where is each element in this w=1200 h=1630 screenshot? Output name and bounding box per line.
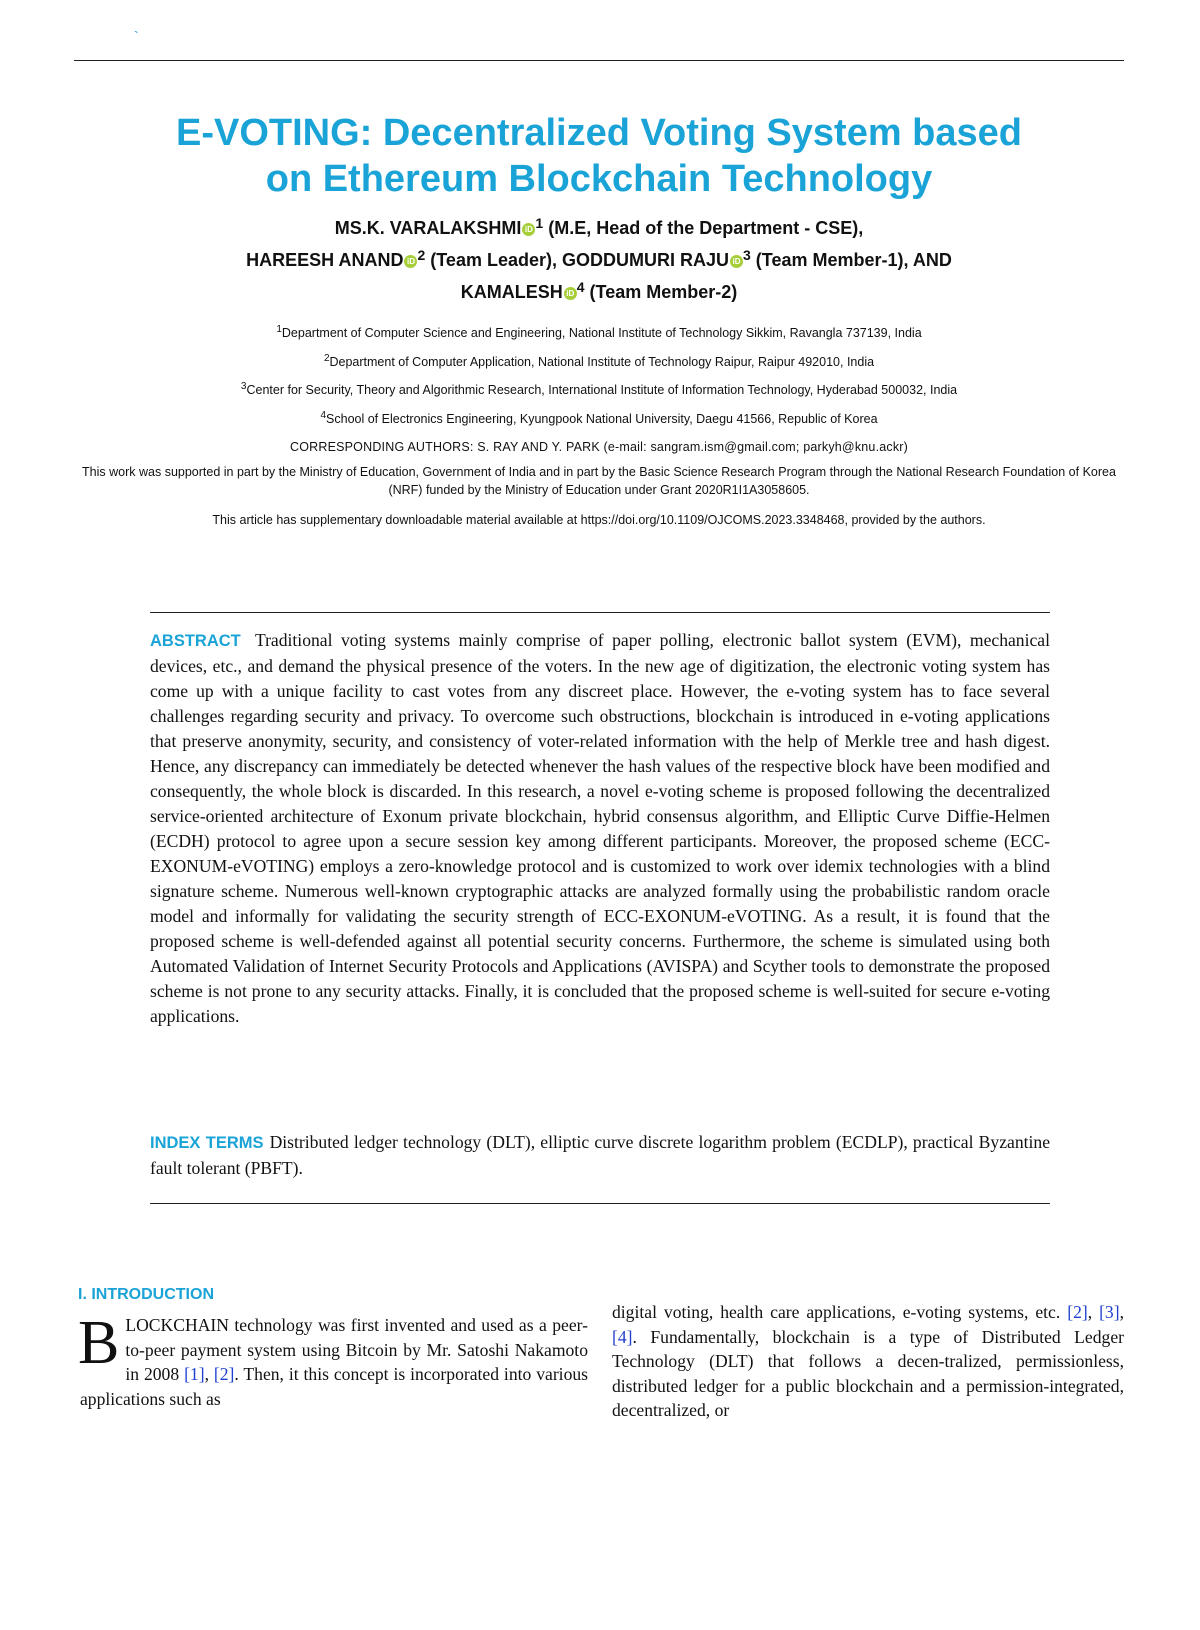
index-terms: [150, 1130, 1050, 1181]
affiliation-text: Center for Security, Theory and Algorithmic Research, International Institute of Information Technology, Hyderabad 500032, India: [246, 383, 958, 397]
index-terms-text: Distributed ledger technology (DLT), elliptic curve discrete logarithm problem (ECDLP), practical Byzantine fault tolerant (PBFT).: [150, 1132, 1050, 1178]
author-role: (Team Member-2): [584, 282, 738, 302]
intro-text: . Then, it this concept is incorporated into various applications such as: [80, 1364, 589, 1409]
title-line-1: E-VOTING: Decentralized Voting System based: [175, 112, 1023, 154]
section-heading-introduction: I. INTRODUCTION: [78, 1286, 214, 1303]
affiliation-sup: 4: [320, 409, 327, 421]
affiliation-2: [74, 352, 1124, 381]
author-line-1: [74, 212, 1124, 244]
affiliation-3: [74, 380, 1124, 409]
title-line-2: on Ethereum Blockchain Technology: [265, 158, 933, 200]
citation-link[interactable]: [4]: [612, 1326, 633, 1347]
author-role: (Team Leader), GODDUMURI RAJU: [425, 250, 729, 270]
author-affil-sup: 2: [417, 247, 426, 263]
paper-title: [74, 110, 1124, 202]
intro-text: LOCKCHAIN technology was first invented and used as a peer-to-peer payment system using Bitcoin by Mr. Satoshi Nakamoto in 2008: [125, 1315, 588, 1385]
citation-link[interactable]: [3]: [1099, 1302, 1120, 1322]
intro-left-column: [78, 1309, 589, 1411]
abstract-text: Traditional voting systems mainly comprise of paper polling, electronic ballot system (EVM), mechanical devices, etc., and demand the physical presence of the voters. In the new age of digitization, the electronic voting system has come up with a unique facility to cast votes from any discreet place. However, the e-voting system has to face several challenges regarding security and privacy. To overcome such obstructions, blockchain is introduced in e-voting applications that preserve anonymity, security, and consistency of voter-related information with the help of Merkle tree and hash digest. Hence, any discrepancy can immediately be detected whenever the hash values of the respective block have been modified and consequently, the whole block is discarded. In this research, a novel e-voting scheme is proposed following the decentralized service-oriented architecture of Exonum private blockchain, hybrid consensus algorithm, and Elliptic Curve Diffie-Helmen (ECDH) protocol to agree upon a secure session key among different participants. Moreover, the proposed scheme (ECC-EXONUM-eVOTING) employs a zero-knowledge protocol and is customized to work over idemix technologies with a blind signature scheme. Numerous well-known cryptographic attacks are analyzed formally using the probabilistic random oracle model and informally for validating the security strength of ECC-EXONUM-eVOTING. As a result, it is found that the proposed scheme is well-defended against all potential security concerns. Furthermore, the scheme is simulated using both Automated Validation of Internet Security Protocols and Applications (AVISPA) and Scyther tools to demonstrate the proposed scheme is not prone to any security attacks. Finally, it is concluded that the proposed scheme is well-suited for secure e-voting applications.: [150, 630, 1050, 1026]
index-terms-label: INDEX TERMS: [150, 1134, 264, 1152]
orcid-icon[interactable]: iD: [404, 255, 417, 268]
citation-link[interactable]: [2]: [213, 1364, 235, 1385]
author-line-3: [74, 276, 1124, 308]
author-affil-sup: 3: [743, 247, 751, 263]
author-affil-sup: 1: [535, 215, 544, 231]
header-rule: [74, 60, 1124, 61]
header-mark: `: [134, 28, 139, 44]
author-affil-sup: 4: [576, 279, 585, 295]
citation-link[interactable]: [1]: [184, 1364, 205, 1385]
intro-right-column: [612, 1300, 1124, 1423]
orcid-icon[interactable]: iD: [564, 287, 577, 300]
orcid-icon[interactable]: iD: [522, 223, 535, 236]
author-line-2: [74, 244, 1124, 276]
citation-sep: ,: [204, 1364, 214, 1385]
author-name: MS.K. VARALAKSHMI: [334, 218, 522, 238]
intro-text: digital voting, health care applications, e-voting systems, etc.: [612, 1302, 1068, 1322]
orcid-icon[interactable]: iD: [730, 255, 743, 268]
author-role: (M.E, Head of the Department - CSE),: [543, 218, 864, 238]
author-role: (Team Member-1), AND: [750, 250, 952, 270]
abstract-rule-top: [150, 612, 1050, 613]
intro-text: . Fundamentally, blockchain is a type of Distributed Ledger Technology (DLT) that follows a decen-tralized, permissionless, distributed ledger for a public blockchain and a permission-integrated, decentralized, or: [612, 1326, 1124, 1421]
affiliation-4: [74, 409, 1124, 438]
affiliation-sup: 3: [240, 381, 247, 392]
author-list: [74, 212, 1124, 308]
corresponding-authors: CORRESPONDING AUTHORS: S. RAY AND Y. PARK (e-mail: sangram.ism@gmail.com; parkyh@knu.ackr): [289, 440, 909, 454]
supplementary-note: This article has supplementary downloadable material available at https://doi.org/10.1109/OJCOMS.2023.3348468, provided by the authors.: [212, 513, 986, 527]
citation-link[interactable]: [2]: [1067, 1302, 1088, 1322]
affiliation-sup: 2: [323, 352, 330, 364]
affiliation-text: Department of Computer Science and Engineering, National Institute of Technology Sikkim, Ravangla 737139, India: [281, 326, 922, 340]
affiliation-sup: 1: [276, 324, 282, 335]
affiliation-text: Department of Computer Application, National Institute of Technology Raipur, Raipur 492010, India: [329, 354, 875, 369]
funding-note: This work was supported in part by the Ministry of Education, Government of India and in part by the Basic Science Research Program through the National Research Foundation of Korea (NRF) funded by the Ministry of Education under Grant 2020R1I1A3058605.: [82, 465, 1116, 497]
affiliation-text: School of Electronics Engineering, Kyungpook National University, Daegu 41566, Republic of Korea: [326, 411, 878, 426]
citation-sep: ,: [1119, 1302, 1124, 1322]
author-name: KAMALESH: [460, 282, 563, 302]
abstract-rule-bottom: [150, 1203, 1050, 1204]
abstract: [150, 628, 1050, 1029]
affiliations: [74, 323, 1124, 529]
author-name: HAREESH ANAND: [246, 250, 404, 270]
drop-cap: B: [78, 1309, 120, 1377]
abstract-label: ABSTRACT: [150, 632, 241, 650]
affiliation-1: [74, 323, 1124, 352]
citation-sep: ,: [1087, 1302, 1100, 1322]
